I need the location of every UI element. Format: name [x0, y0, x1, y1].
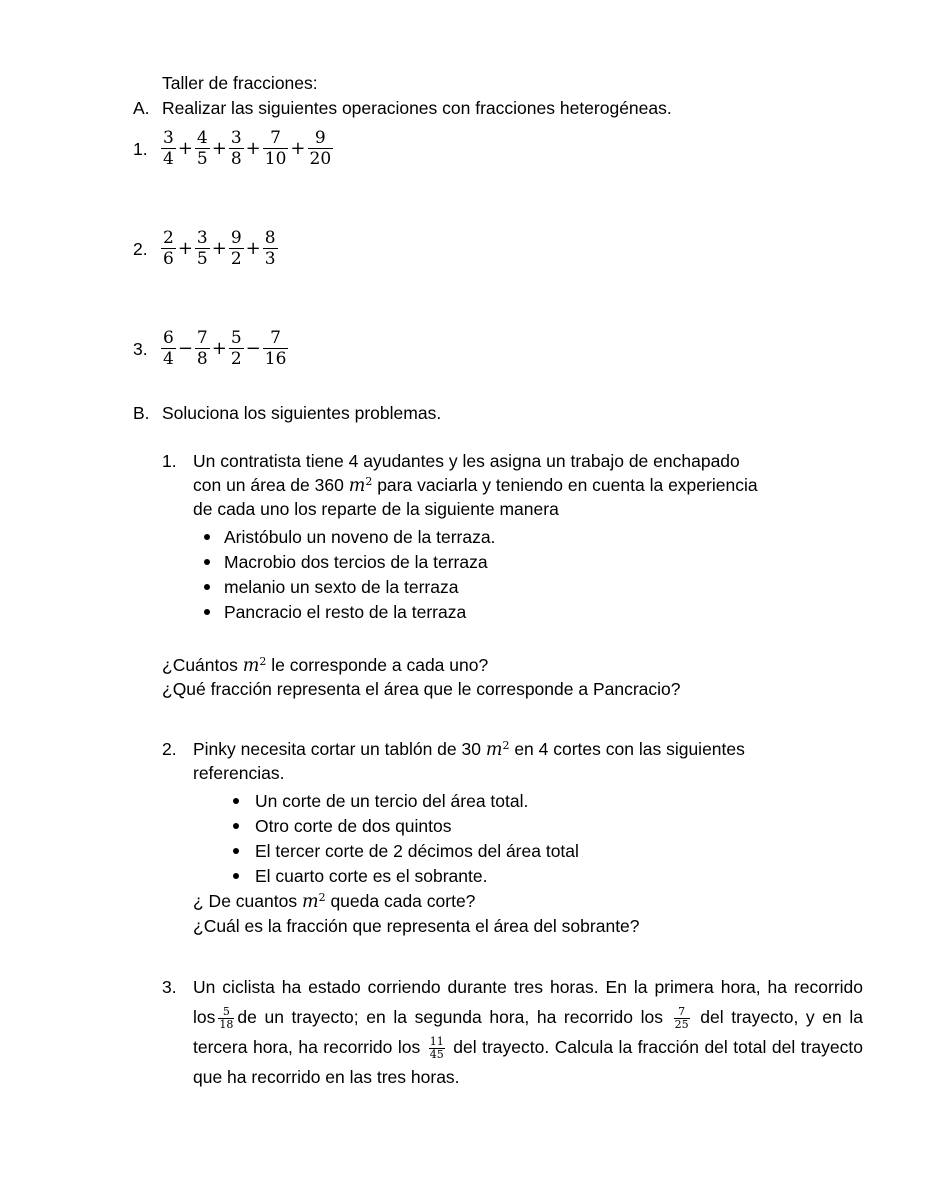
- fraction: [307, 128, 335, 169]
- section-b-instruction: Soluciona los siguientes problemas.: [162, 403, 442, 423]
- page-title: Taller de fracciones:: [162, 73, 318, 93]
- fraction: [160, 128, 177, 169]
- bullet-icon: [204, 534, 210, 540]
- fraction: $\frac{7}{25}$: [674, 1004, 689, 1031]
- exercise-1-expression: [160, 126, 334, 170]
- problem-2-bullet: El cuarto corte es el sobrante.: [255, 866, 488, 886]
- operator: −: [177, 337, 193, 359]
- numerator: 7: [270, 127, 281, 148]
- denominator: 8: [230, 148, 242, 169]
- operator: +: [211, 137, 227, 159]
- fraction: [262, 228, 279, 269]
- denominator: 5: [196, 148, 208, 169]
- operator: +: [211, 237, 227, 259]
- problem-1-number: 1.: [162, 451, 177, 471]
- fraction: [194, 328, 211, 369]
- numerator: 6: [163, 327, 174, 348]
- denominator: 5: [196, 248, 208, 269]
- bullet-icon: [233, 798, 239, 804]
- denominator: 3: [264, 248, 276, 269]
- numerator: 7: [270, 327, 281, 348]
- problem-2-bullet: Un corte de un tercio del área total.: [255, 791, 529, 811]
- problem-2-question-2: ¿Cuál es la fracción que representa el área del sobrante?: [193, 916, 640, 936]
- numerator: 9: [314, 127, 326, 148]
- denominator: 2: [230, 348, 242, 369]
- denominator: 10: [264, 148, 287, 169]
- fraction: [262, 328, 290, 369]
- problem-2-number: 2.: [162, 739, 177, 759]
- problem-1-line-2: con un área de 360 $m^2$ para vaciarla y teniendo en cuenta la experiencia: [193, 475, 758, 496]
- fraction: [160, 228, 177, 269]
- numerator: 9: [230, 227, 242, 248]
- denominator: 8: [196, 348, 208, 369]
- section-a-instruction: Realizar las siguientes operaciones con fracciones heterogéneas.: [162, 98, 672, 118]
- bullet-icon: [204, 584, 210, 590]
- operator: +: [177, 237, 193, 259]
- operator: +: [290, 137, 306, 159]
- problem-1-bullet: melanio un sexto de la terraza: [224, 577, 459, 597]
- numerator: 4: [196, 127, 208, 148]
- numerator: 7: [196, 327, 208, 348]
- operator: +: [177, 137, 193, 159]
- bullet-icon: [233, 848, 239, 854]
- numerator: 3: [163, 127, 174, 148]
- operator: +: [245, 137, 261, 159]
- denominator: 4: [163, 348, 174, 369]
- numerator: 3: [196, 227, 208, 248]
- fraction: [262, 128, 290, 169]
- denominator: 2: [230, 248, 242, 269]
- fraction: [194, 228, 211, 269]
- problem-1-question-2: ¿Qué fracción representa el área que le corresponde a Pancracio?: [162, 679, 681, 699]
- fraction: [228, 228, 245, 269]
- problem-1-bullet: Macrobio dos tercios de la terraza: [224, 552, 488, 572]
- problem-3-number: 3.: [162, 977, 177, 997]
- fraction: [194, 128, 211, 169]
- bullet-icon: [204, 559, 210, 565]
- fraction: [160, 328, 177, 369]
- problem-2-line-1: Pinky necesita cortar un tablón de 30 $m^2$ en 4 cortes con las siguientes: [193, 739, 745, 760]
- numerator: 3: [230, 127, 242, 148]
- section-b-letter: B.: [133, 403, 150, 423]
- exercise-1-number: 1.: [133, 139, 148, 159]
- exercise-2-expression: [160, 226, 279, 270]
- problem-2-line-2: referencias.: [193, 763, 285, 783]
- numerator: 2: [163, 227, 174, 248]
- operator: −: [245, 337, 261, 359]
- exercise-3-number: 3.: [133, 339, 148, 359]
- bullet-icon: [233, 873, 239, 879]
- bullet-icon: [204, 609, 210, 615]
- problem-2-bullet: Otro corte de dos quintos: [255, 816, 452, 836]
- problem-2-bullet: El tercer corte de 2 décimos del área total: [255, 841, 579, 861]
- problem-1-bullet: Aristóbulo un noveno de la terraza.: [224, 527, 496, 547]
- denominator: 6: [163, 248, 174, 269]
- fraction: $\frac{11}{45}$: [429, 1034, 444, 1061]
- exercise-3-expression: [160, 326, 289, 370]
- numerator: 5: [230, 327, 242, 348]
- fraction: [228, 128, 245, 169]
- denominator: 16: [264, 348, 287, 369]
- operator: +: [211, 337, 227, 359]
- section-a-letter: A.: [133, 98, 150, 118]
- operator: +: [245, 237, 261, 259]
- denominator: 4: [163, 148, 174, 169]
- problem-1-line-3: de cada uno los reparte de la siguiente manera: [193, 499, 559, 519]
- problem-2-question-1: ¿ De cuantos $m^2$ queda cada corte?: [193, 891, 476, 912]
- denominator: 20: [309, 148, 332, 169]
- exercise-2-number: 2.: [133, 239, 148, 259]
- fraction: $\frac{5}{18}$: [219, 1004, 234, 1031]
- fraction: [228, 328, 245, 369]
- problem-1-question-1: ¿Cuántos $m^2$ le corresponde a cada uno?: [162, 655, 489, 676]
- problem-1-bullet: Pancracio el resto de la terraza: [224, 602, 467, 622]
- problem-3-text: Un ciclista ha estado corriendo durante tres horas. En la primera hora, ha recorrido los $\frac{5}{18}$ de un trayecto; en la segunda hora, ha recorrido los $\frac{7}{25}$ del trayecto, y en la tercera hora, ha recorrido los $\frac{11}{45}$ del trayecto. Calcula la fracción del total del trayecto que ha recorrido en las tres horas.: [193, 977, 864, 1087]
- problem-1-line-1: Un contratista tiene 4 ayudantes y les asigna un trabajo de enchapado: [193, 451, 740, 471]
- numerator: 8: [264, 227, 276, 248]
- bullet-icon: [233, 823, 239, 829]
